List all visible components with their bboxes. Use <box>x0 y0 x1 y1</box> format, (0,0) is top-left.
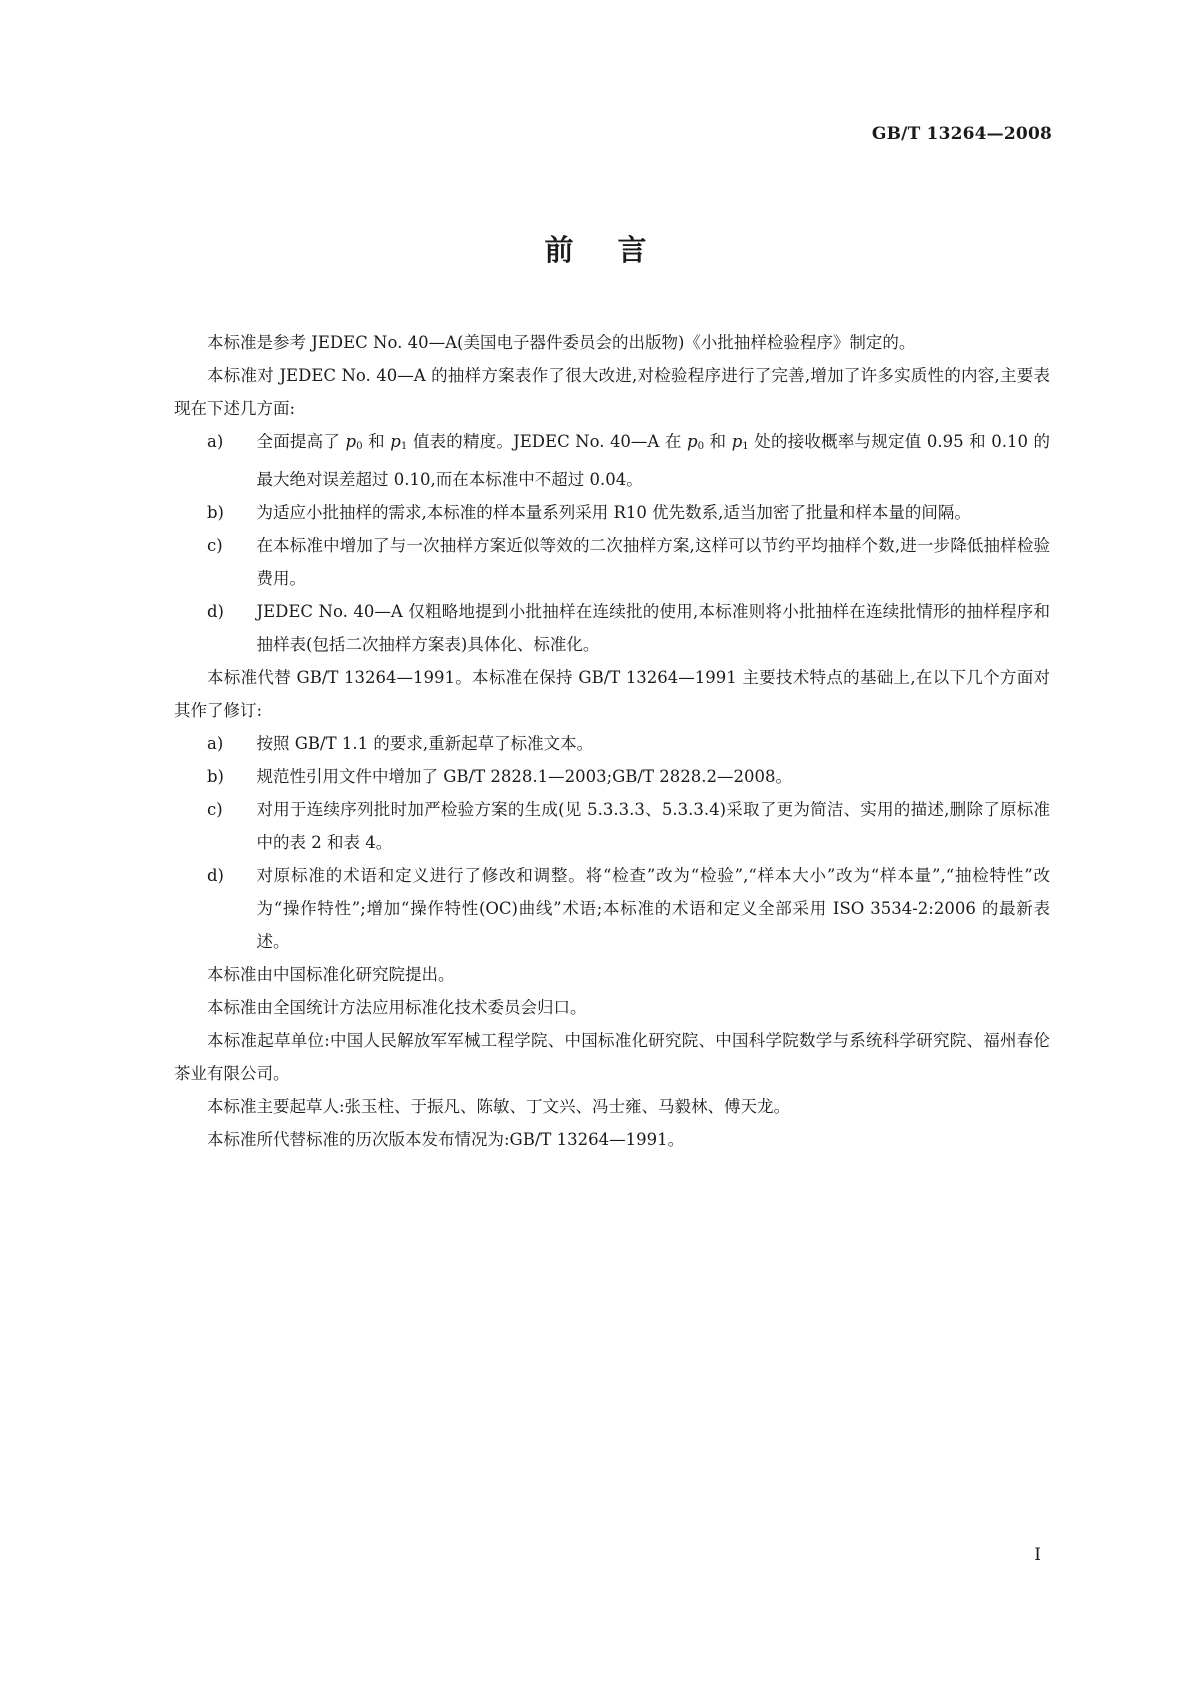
list-text: 对原标准的术语和定义进行了修改和调整。将“检查”改为“检验”,“样本大小”改为“样本量”,“抽检特性”改为“操作特性”;增加“操作特性(OC)曲线”术语;本标准的术语和定义全部采用 ISO 3534-2:2006 的最新表述。 <box>256 866 1050 952</box>
list-item <box>174 859 1050 958</box>
list-marker: b) <box>207 767 224 787</box>
list-item <box>174 793 1050 859</box>
list-marker: d) <box>207 866 224 886</box>
list-text: JEDEC No. 40—A 仅粗略地提到小批抽样在连续批的使用,本标准则将小批抽样在连续批情形的抽样程序和抽样表(包括二次抽样方案表)具体化、标准化。 <box>256 602 1050 655</box>
list-item <box>174 425 1050 496</box>
list-marker: c) <box>207 800 223 820</box>
paragraph-centralized-by: 本标准由全国统计方法应用标准化技术委员会归口。 <box>207 998 587 1018</box>
document-body <box>174 326 1050 1156</box>
page-number: I <box>1034 1545 1041 1565</box>
paragraph-improvements-intro: 本标准对 JEDEC No. 40—A 的抽样方案表作了很大改进,对检验程序进行了完善,增加了许多实质性的内容,主要表现在下述几方面: <box>174 366 1050 418</box>
list-item <box>174 496 1050 529</box>
list-text: 在本标准中增加了与一次抽样方案近似等效的二次抽样方案,这样可以节约平均抽样个数,进一步降低抽样检验费用。 <box>256 536 1050 589</box>
page-title: 前言 <box>544 233 691 267</box>
list-marker: a) <box>207 734 224 754</box>
list-marker: c) <box>207 536 223 556</box>
list-marker: b) <box>207 503 224 523</box>
paragraph-drafters: 本标准主要起草人:张玉柱、于振凡、陈敏、丁文兴、冯士雍、马毅林、傅天龙。 <box>207 1097 791 1117</box>
standard-code: GB/T 13264—2008 <box>871 124 1052 144</box>
list-text: 为适应小批抽样的需求,本标准的样本量系列采用 R10 优先数系,适当加密了批量和样本量的间隔。 <box>256 503 971 523</box>
paragraph-proposed-by: 本标准由中国标准化研究院提出。 <box>207 965 455 985</box>
list-marker: d) <box>207 602 224 622</box>
list-text: 对用于连续序列批时加严检验方案的生成(见 5.3.3.3、5.3.3.4)采取了更为简洁、实用的描述,删除了原标准中的表 2 和表 4。 <box>256 800 1050 853</box>
list-text: 全面提高了 p0 和 p1 值表的精度。JEDEC No. 40—A 在 p0 和 p1 处的接收概率与规定值 0.95 和 0.10 的最大绝对误差超过 0.10,而在本标准中不超过 0.04。 <box>256 432 1051 490</box>
list-item <box>174 727 1050 760</box>
paragraph-version-history: 本标准所代替标准的历次版本发布情况为:GB/T 13264—1991。 <box>207 1130 685 1150</box>
paragraph-drafting-units: 本标准起草单位:中国人民解放军军械工程学院、中国标准化研究院、中国科学院数学与系统科学研究院、福州春伦茶业有限公司。 <box>174 1031 1050 1084</box>
list-text: 规范性引用文件中增加了 GB/T 2828.1—2003;GB/T 2828.2—2008。 <box>256 767 792 787</box>
list-item <box>174 529 1050 595</box>
list-marker: a) <box>207 432 224 451</box>
paragraph-supersedes: 本标准代替 GB/T 13264—1991。本标准在保持 GB/T 13264—1991 主要技术特点的基础上,在以下几个方面对其作了修订: <box>174 668 1050 721</box>
list-item <box>174 595 1050 661</box>
paragraph-reference: 本标准是参考 JEDEC No. 40—A(美国电子器件委员会的出版物)《小批抽样检验程序》制定的。 <box>207 333 916 352</box>
list-text: 按照 GB/T 1.1 的要求,重新起草了标准文本。 <box>256 734 594 754</box>
list-item <box>174 760 1050 793</box>
